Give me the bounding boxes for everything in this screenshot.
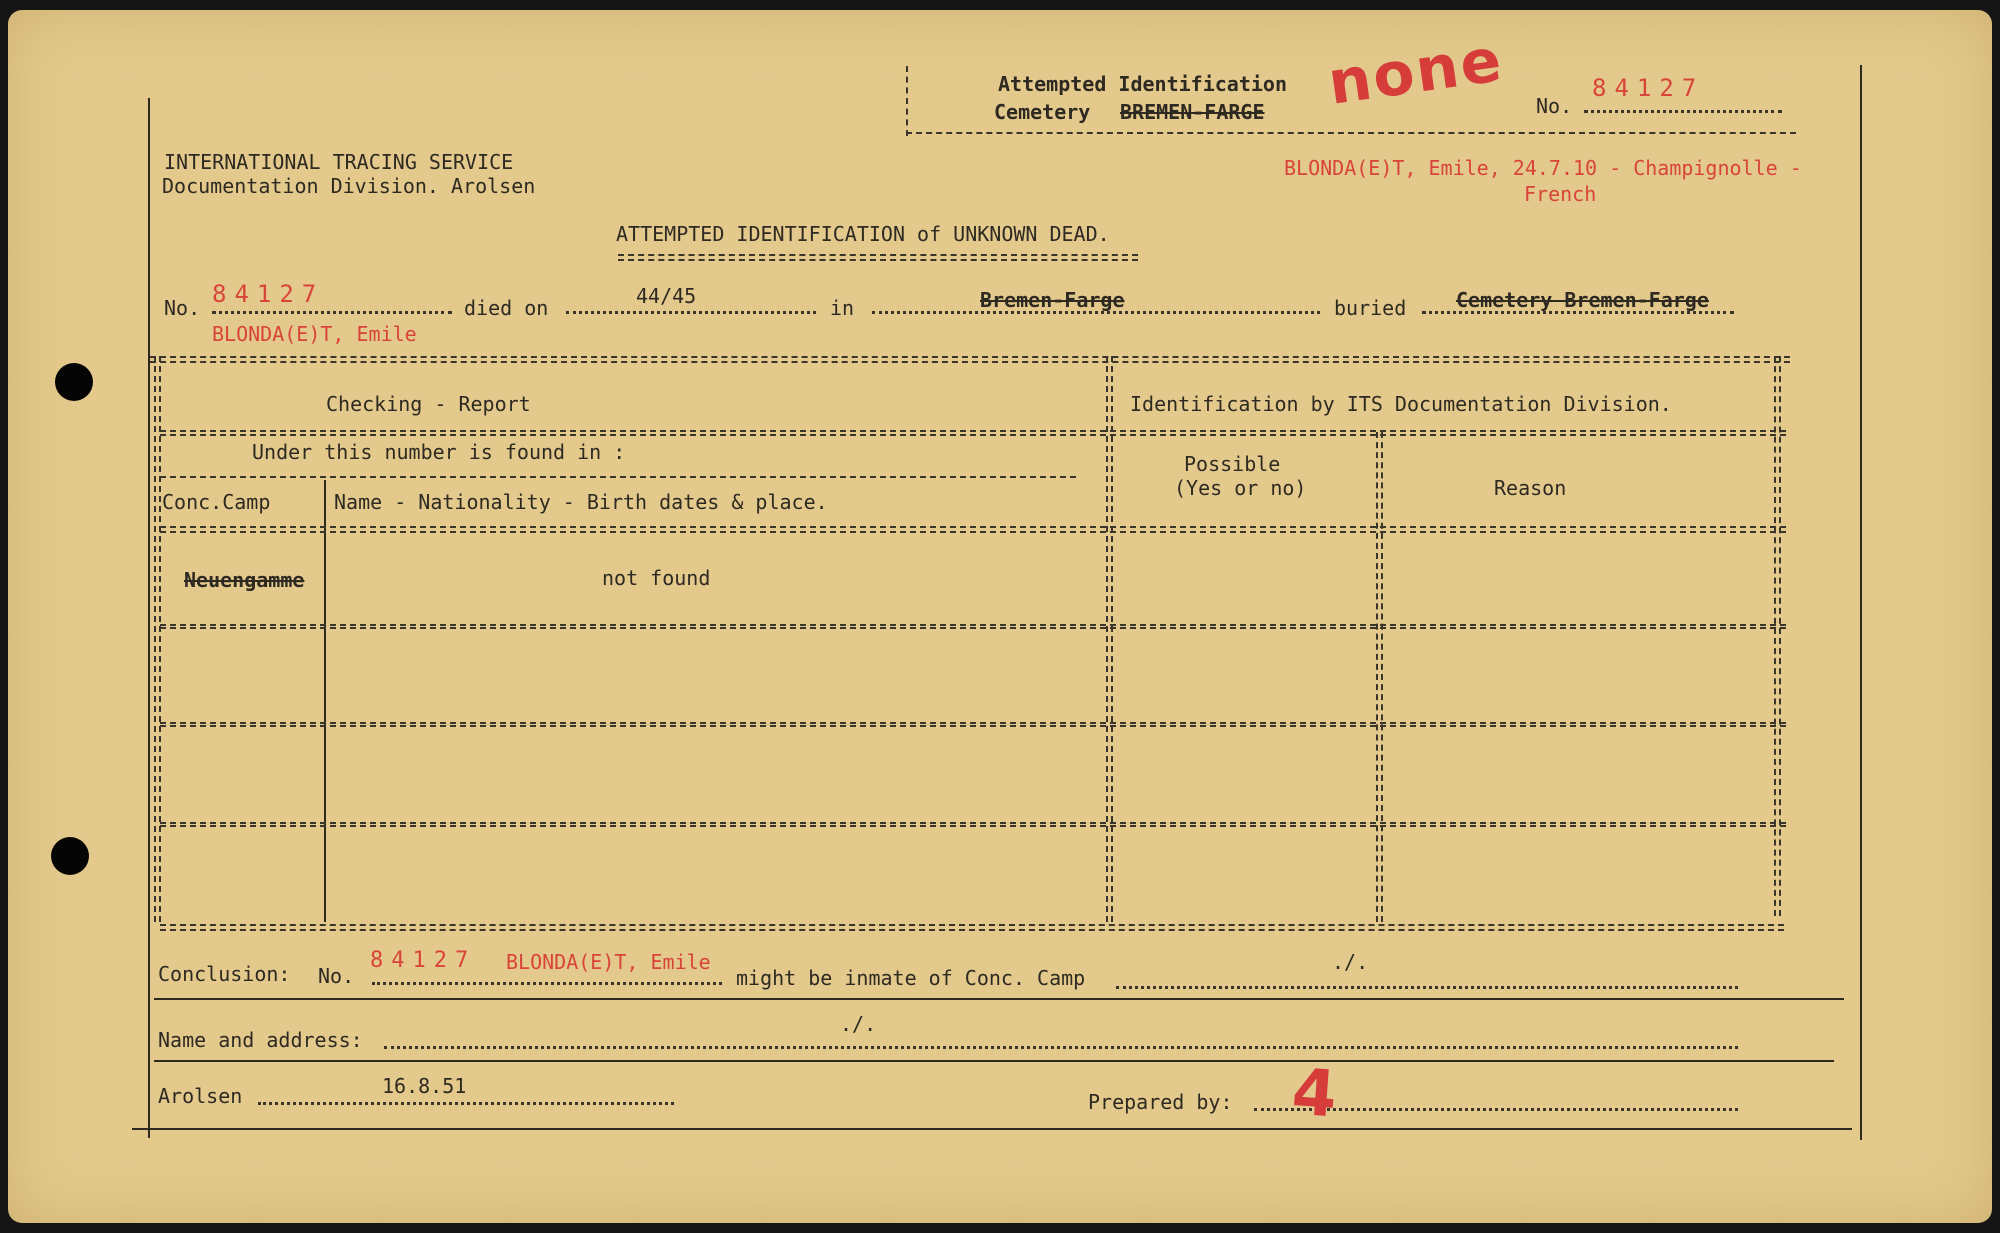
name-address-rule <box>154 1060 1834 1062</box>
conclusion-label: Conclusion: <box>158 962 291 986</box>
name-address-value: ./. <box>840 1012 877 1036</box>
identification-header: Identification by ITS Documentation Division. <box>1130 392 1672 416</box>
conclusion-name: BLONDA(E)T, Emile <box>506 950 711 974</box>
died-value: 44/45 <box>636 284 697 308</box>
death-place: Bremen-Farge <box>980 288 1125 312</box>
under-number-text: Under this number is found in : <box>252 440 626 464</box>
col-possible-line1: Possible <box>1184 452 1281 476</box>
org-name: INTERNATIONAL TRACING SERVICE <box>164 150 514 174</box>
conclusion-no-dots <box>372 982 722 985</box>
frame-left-line <box>148 98 150 1138</box>
died-dots <box>566 311 816 314</box>
record-no-dots <box>212 311 452 314</box>
header-no-value: 84127 <box>1592 74 1705 102</box>
document-card <box>8 10 1992 1223</box>
header-row-line-2 <box>160 434 1786 436</box>
footer-place: Arolsen <box>158 1084 243 1108</box>
buried-label: buried <box>1334 296 1407 320</box>
record-no-value: 84127 <box>212 280 325 308</box>
name-address-dots <box>384 1046 1738 1049</box>
conclusion-camp-dots <box>1116 986 1738 989</box>
title-underline <box>618 254 1138 261</box>
frame-bottom-line <box>132 1128 1852 1130</box>
row2-bottom-line-2 <box>160 725 1786 727</box>
conclusion-text: might be inmate of Conc. Camp <box>736 966 1086 990</box>
row2-bottom-line <box>160 722 1786 724</box>
document-title: ATTEMPTED IDENTIFICATION of UNKNOWN DEAD. <box>616 222 1110 246</box>
prepared-by-initial: 4 <box>1289 1055 1340 1133</box>
col-possible-line2: (Yes or no) <box>1174 476 1307 500</box>
frame-right-line <box>1860 65 1862 1140</box>
punch-hole-bottom <box>51 837 89 875</box>
header-box-bottom-border <box>906 132 1796 134</box>
column-header-bottom <box>160 526 1786 533</box>
punch-hole-top <box>55 363 93 401</box>
handwritten-none: none <box>1323 25 1508 119</box>
table-right-border <box>1774 356 1781 916</box>
row3-bottom-line-2 <box>160 825 1786 827</box>
table-center-divider <box>1106 356 1113 922</box>
in-label: in <box>830 296 855 320</box>
row1-bottom-line <box>160 624 1786 626</box>
record-no-label: No. <box>164 296 201 320</box>
subject-line2: French <box>1524 182 1597 206</box>
row1-bottom-line-2 <box>160 627 1786 629</box>
conclusion-rule <box>154 998 1844 1000</box>
row1-camp: Neuengamme <box>184 568 305 592</box>
col-reason: Reason <box>1494 476 1567 500</box>
under-number-line <box>160 476 1076 478</box>
header-box-cemetery-label: Cemetery <box>994 100 1091 124</box>
possible-reason-divider <box>1376 432 1383 922</box>
header-box-left-border <box>906 66 908 136</box>
record-name: BLONDA(E)T, Emile <box>212 322 417 346</box>
row1-details: not found <box>602 566 711 590</box>
conclusion-camp-value: ./. <box>1332 950 1369 974</box>
header-box-cemetery-name: BREMEN-FARGE <box>1120 100 1265 124</box>
table-left-border <box>154 356 161 922</box>
header-row-line <box>160 430 1786 432</box>
header-no-dots <box>1584 110 1782 113</box>
header-no-label: No. <box>1536 94 1573 118</box>
subject-line1: BLONDA(E)T, Emile, 24.7.10 - Champignolle - <box>1284 156 1802 180</box>
footer-date-dots <box>258 1102 674 1105</box>
col-conc-camp: Conc.Camp <box>162 490 271 514</box>
died-label: died on <box>464 296 549 320</box>
conclusion-no-label: No. <box>318 964 355 988</box>
conclusion-no-value: 84127 <box>370 948 477 973</box>
col-name-nationality: Name - Nationality - Birth dates & place. <box>334 490 828 514</box>
footer-date: 16.8.51 <box>382 1074 467 1098</box>
checking-report-header: Checking - Report <box>326 392 531 416</box>
org-division: Documentation Division. Arolsen <box>162 174 536 198</box>
table-bottom-border <box>160 924 1784 931</box>
prepared-by-label: Prepared by: <box>1088 1090 1233 1114</box>
table-top-border <box>150 356 1790 363</box>
name-address-label: Name and address: <box>158 1028 363 1052</box>
camp-name-divider <box>324 480 326 922</box>
row3-bottom-line <box>160 822 1786 824</box>
burial-place: Cemetery Bremen-Farge <box>1456 288 1709 312</box>
header-box-line1: Attempted Identification <box>998 72 1287 96</box>
